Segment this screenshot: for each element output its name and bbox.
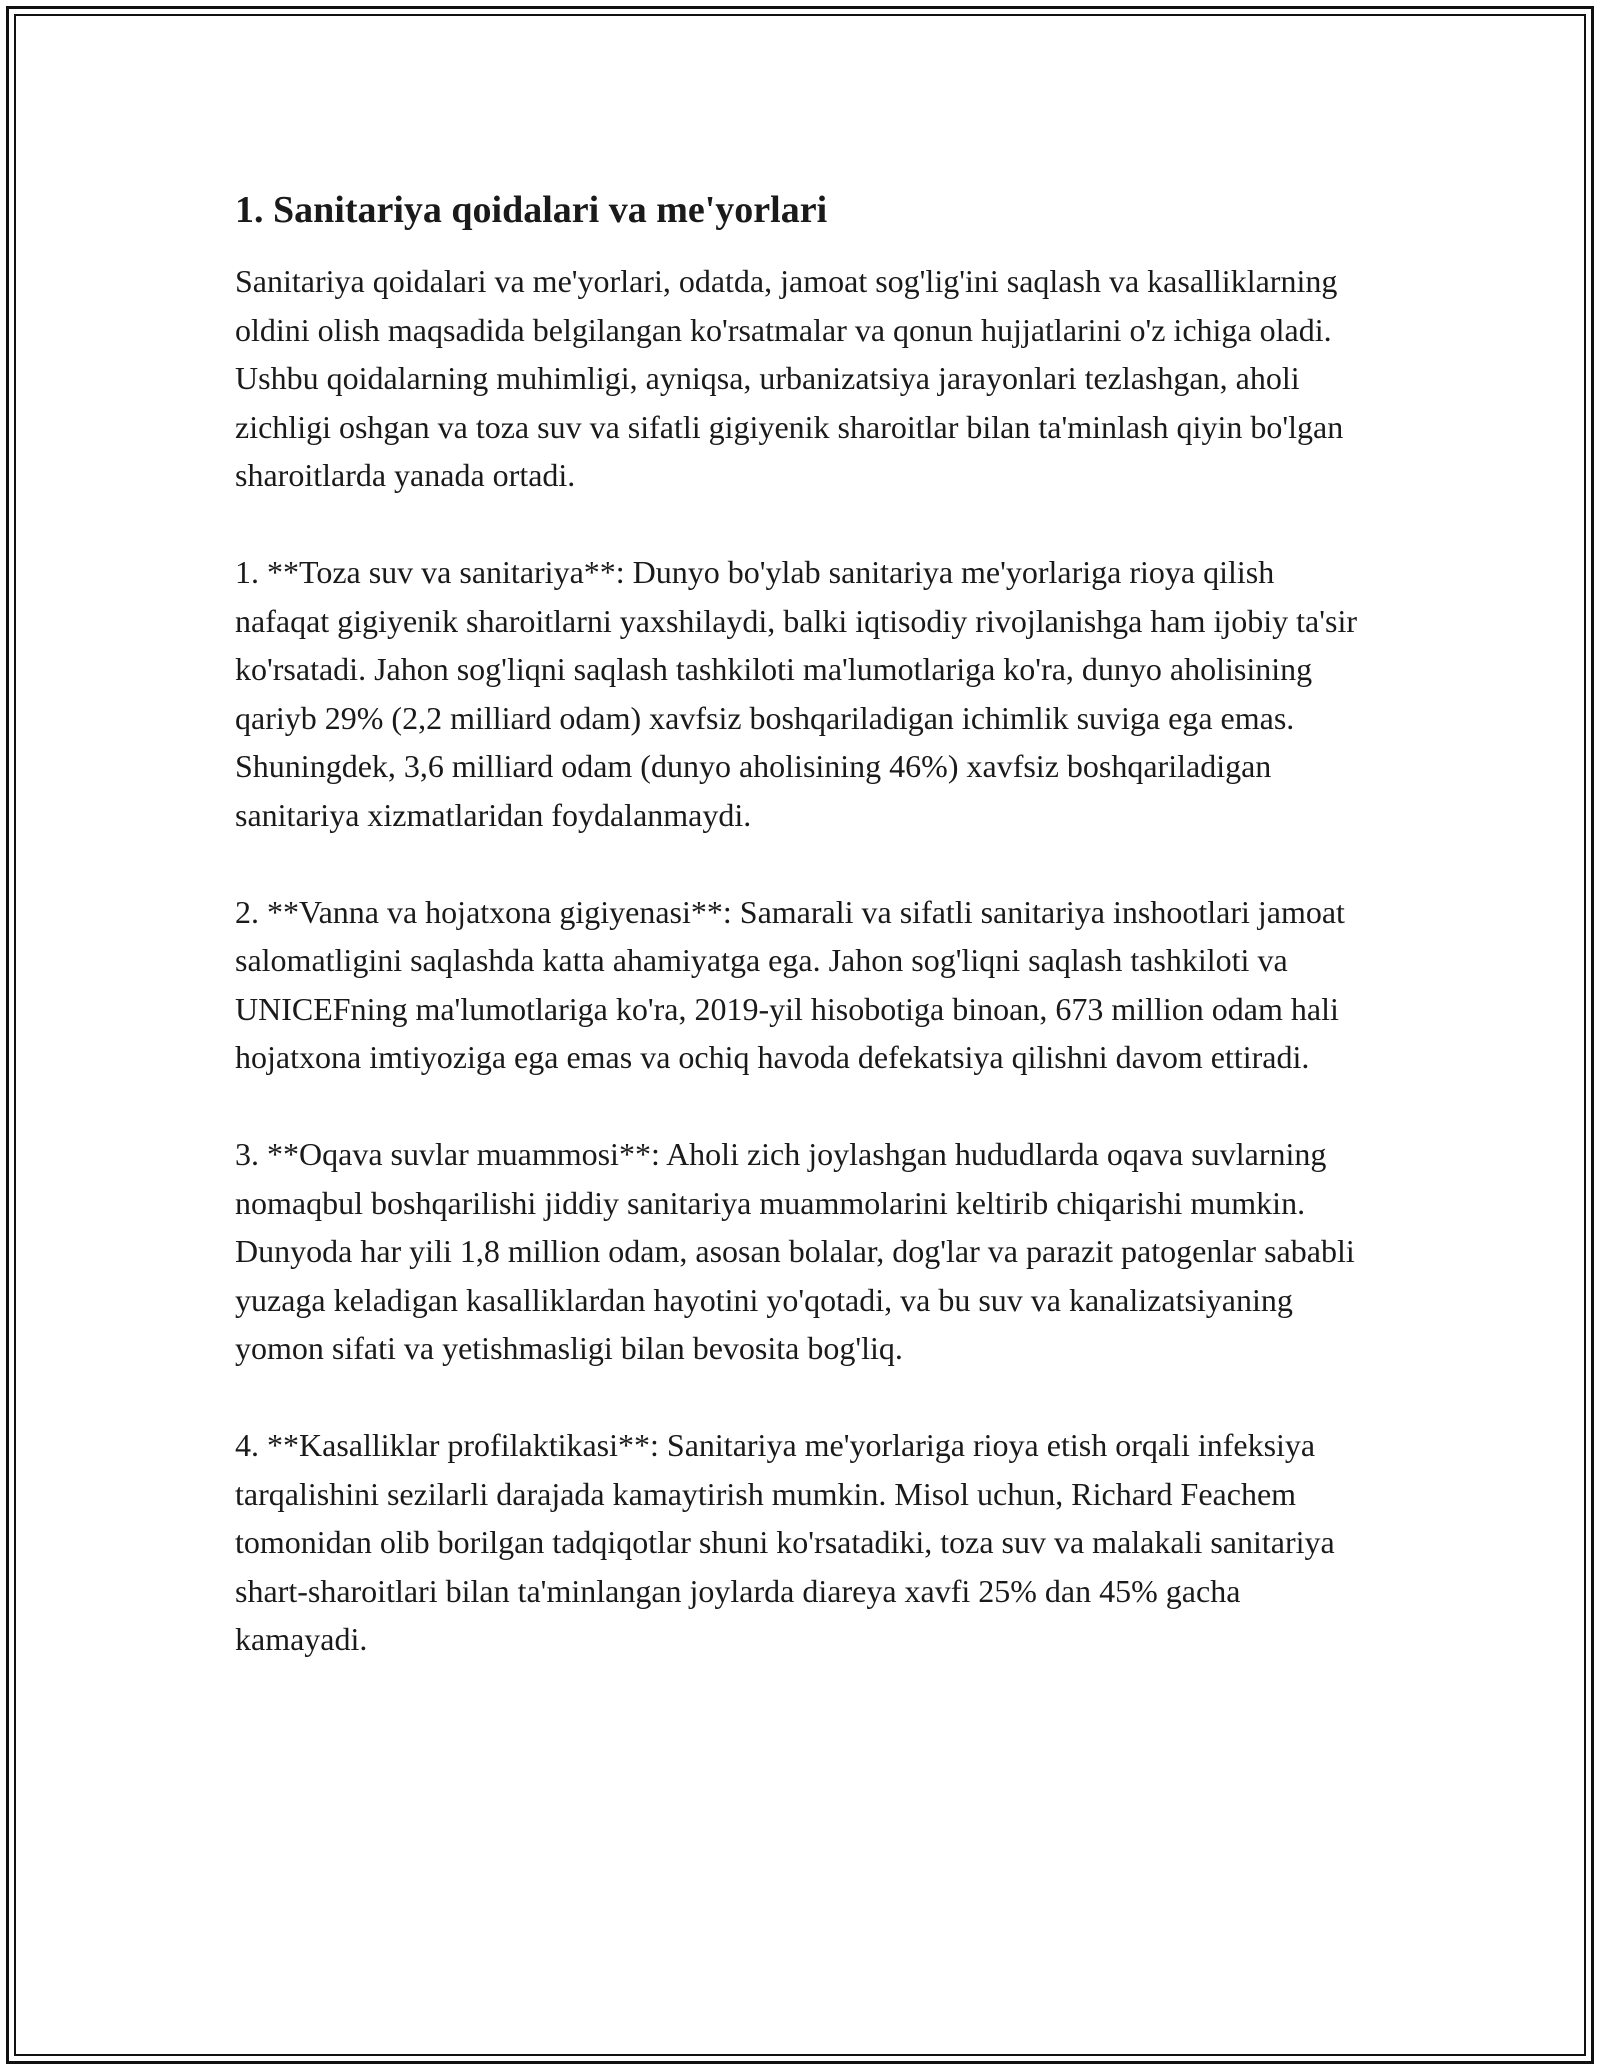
list-item-clean-water: 1. **Toza suv va sanitariya**: Dunyo bo'ylab sanitariya me'yorlariga rioya qilish nafaqat gigiyenik sharoitlarni yaxshilaydi, balki iqtisodiy rivojlanishga ham ijobiy ta'sir ko'rsatadi. Jahon sog'liqni saqlash tashkiloti ma'lumotlariga ko'ra, dunyo aholisining qariyb 29% (2,2 milliard odam) xavfsiz boshqariladigan ichimlik suviga ega emas. Shuningdek, 3,6 milliard odam (dunyo aholisining 46%) xavfsiz boshqariladigan sanitariya xizmatlaridan foydalanmaydi.	[235, 554, 1357, 833]
section-title: 1. Sanitariya qoidalari va me'yorlari	[235, 189, 828, 231]
list-item-toilet-hygiene: 2. **Vanna va hojatxona gigiyenasi**: Samarali va sifatli sanitariya inshootlari jamoat salomatligini saqlashda katta ahamiyatga ega. Jahon sog'liqni saqlash tashkiloti va UNICEFning ma'lumotlariga ko'ra, 2019-yil hisobotiga binoan, 673 million odam hali hojatxona imtiyoziga ega emas va ochiq havoda defekatsiya qilishni davom ettiradi.	[235, 893, 1345, 1075]
document-body	[235, 185, 1375, 1664]
intro-paragraph: Sanitariya qoidalari va me'yorlari, odatda, jamoat sog'lig'ini saqlash va kasalliklarning oldini olish maqsadida belgilangan ko'rsatmalar va qonun hujjatlarini o'z ichiga oladi. Ushbu qoidalarning muhimligi, ayniqsa, urbanizatsiya jarayonlari tezlashgan, aholi zichligi oshgan va toza suv va sifatli gigiyenik sharoitlar bilan ta'minlash qiyin bo'lgan sharoitlarda yanada ortadi.	[235, 263, 1344, 493]
list-item-wastewater: 3. **Oqava suvlar muammosi**: Aholi zich joylashgan hududlarda oqava suvlarning nomaqbul boshqarilishi jiddiy sanitariya muammolarini keltirib chiqarishi mumkin. Dunyoda har yili 1,8 million odam, asosan bolalar, dog'lar va parazit patogenlar sababli yuzaga keladigan kasalliklardan hayotini yo'qotadi, va bu suv va kanalizatsiyaning yomon sifati va yetishmasligi bilan bevosita bog'liq.	[235, 1136, 1355, 1366]
list-item-disease-prevention: 4. **Kasalliklar profilaktikasi**: Sanitariya me'yorlariga rioya etish orqali infeksiya tarqalishini sezilarli darajada kamaytirish mumkin. Misol uchun, Richard Feachem tomonidan olib borilgan tadqiqotlar shuni ko'rsatadiki, toza suv va malakali sanitariya shart-sharoitlari bilan ta'minlangan joylarda diareya xavfi 25% dan 45% gacha kamayadi.	[235, 1427, 1335, 1657]
